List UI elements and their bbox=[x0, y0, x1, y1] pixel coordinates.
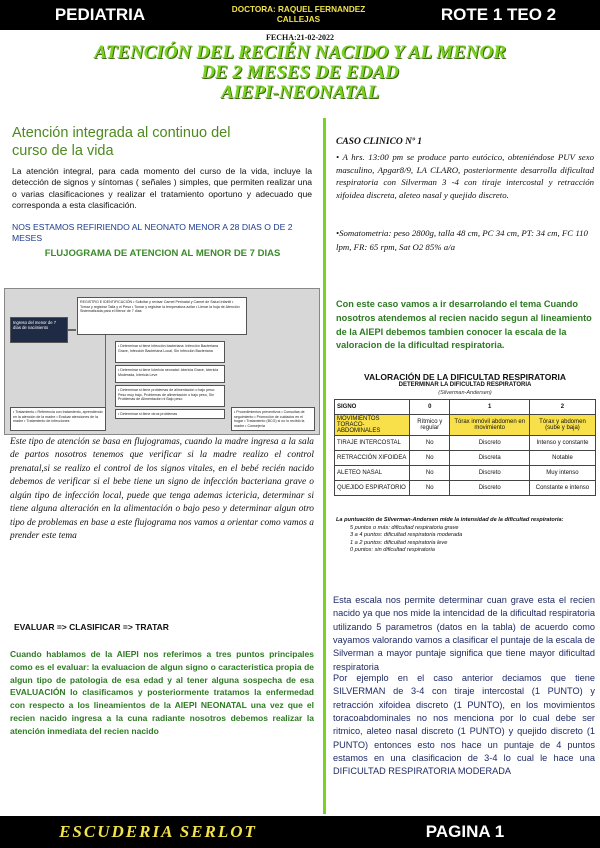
flow-connector bbox=[105, 335, 106, 417]
left-para2: Cuando hablamos de la AIEPI nos referimos a tres puntos principales como es el evaluar: la evaluacion de algun signo o caracteristica propia de algun tipo de patologia de esa edad y al tener alguna sospecha de esa EVALUACIÓN lo clasificamos y posteriormente tratamos la enfermedad con respecto a los lineamientos de la AIEPI NEONATAL una vez que el recien nacido ingresa a la cuna radiante nosotros debemos realizar la atención inmediata del recien nacido bbox=[10, 649, 314, 736]
table-cell: Notable bbox=[529, 451, 595, 466]
silverman-note-title: La puntuación de Silverman-Andersen mide la intensidad de la dificultad respiratoria: bbox=[336, 517, 564, 523]
th-signo: SIGNO bbox=[335, 400, 410, 415]
silverman-subtitle: DETERMINAR LA DIFICULTAD RESPIRATORIA bbox=[398, 382, 532, 388]
silverman-subtitle2: (Silverman-Andersen) bbox=[438, 390, 492, 396]
silverman-note-item: 3 a 4 puntos: dificultad respiratoria moderada bbox=[350, 532, 463, 539]
left-heading-line2: curso de la vida bbox=[12, 143, 114, 160]
flow-box-2: • Determinar si tiene infección bacteriana: Infección Bacteriana Grave, Infección Bacteriana Local, Sin Infección Bacteriana bbox=[115, 341, 225, 363]
table-cell: QUEJIDO ESPIRATORIO bbox=[335, 481, 410, 496]
table-cell: RETRACCIÓN XIFOIDEA bbox=[335, 451, 410, 466]
flow-box-right: • Procedimientos preventivos • Consultas de seguimiento • Promoción de cuidados en el hogar • Tratamiento (BCG) si no lo recibió la madre • Consejería bbox=[231, 407, 315, 431]
flow-arrow bbox=[68, 329, 76, 331]
evaluar-line: EVALUAR => CLASIFICAR => TRATAR bbox=[14, 622, 169, 632]
footer-page: PAGINA 1 bbox=[425, 822, 505, 841]
table-cell: Muy intenso bbox=[529, 466, 595, 481]
flow-box-4: • Determinar si tiene problemas de alimentación o bajo peso: Peso muy bajo, Problemas de alimentación o bajo peso, Sin Problemas de Alimentación ni Bajo peso bbox=[115, 385, 225, 407]
silverman-note-item: 0 puntos: sin dificultad respiratoria bbox=[350, 547, 435, 554]
th-0: 0 bbox=[410, 400, 450, 415]
table-row bbox=[335, 451, 596, 466]
flowchart bbox=[4, 288, 320, 435]
th-2: 2 bbox=[529, 400, 595, 415]
table-header-row bbox=[335, 400, 596, 415]
table-cell: No bbox=[410, 466, 450, 481]
table-cell: MOVIMIENTOS TORACO-ABDOMINALES bbox=[335, 415, 410, 436]
table-cell: Constante e intenso bbox=[529, 481, 595, 496]
somatometria: •Somatometria: peso 2800g, talla 48 cm, PC 34 cm, PT: 34 cm, FC 110 lpm, FR: 65 rpm, Sat O2 85% a/a bbox=[336, 228, 588, 253]
table-cell: No bbox=[410, 451, 450, 466]
left-para1: Este tipo de atención se basa en flujogramas, cuando la madre ingresa a la sala de partos nosotros tenemos que verificar si la madre realizo el control prenatal,si se realizo el control de los signos vitales, en el bebé recién nacido debemos de verificar si el bebe tiene un signo de infección bacteriana grave o algún tipo de infección local, puede que tenga ademas ictericia, determinar si tiene alguna alteración en la alimentación o bajo peso y determinar algun otro tipo de problemas en base a este flujograma nos vamos a orientar como vamos a prender este tema bbox=[10, 437, 314, 542]
silverman-note bbox=[336, 517, 594, 555]
flow-title: FLUJOGRAMA DE ATENCION AL MENOR DE 7 DIAS bbox=[44, 248, 281, 259]
silverman-note-item: 1 a 2 puntos: dificultad respiratoria leve bbox=[350, 539, 448, 546]
flow-box-left: • Tratamiento • Referencia con tratamiento, aprendiendo en la atención de la madre • Evaluar atenciones de la madre • Tratamiento de infecciones bbox=[10, 407, 106, 431]
title-line2: DE 2 MESES DE EDAD bbox=[201, 61, 399, 83]
silverman-table bbox=[334, 399, 596, 496]
title-line3: AIEPI-NEONATAL bbox=[220, 81, 380, 103]
silverman-title: VALORACIÓN DE LA DIFICULTAD RESPIRATORIA bbox=[364, 372, 566, 382]
header-doctor-line2: CALLEJAS bbox=[276, 15, 321, 24]
header-doctor-line1: DOCTORA: RAQUEL FERNANDEZ bbox=[231, 4, 366, 14]
table-cell: Discreto bbox=[450, 481, 529, 496]
table-row bbox=[335, 466, 596, 481]
right-para4: Por ejemplo en el caso anterior deciamos que tiene SILVERMAN de 3-4 con tiraje intercostal (1 PUNTO) y retracción xifoidea discreto (1 PUNTO), en los movimientos toracoabdominales no nos menciona por lo cual debe ser ritmico, aleteo nasal discreto (1 PUNTO) y quejido discreto (1 PUNTO) entonces esto nos hace un puntaje de 4 puntos estamos en una clasificacion de 3-4 lo cual le hace una DIFICULTAD RESPIRATORIA MODERADA bbox=[333, 673, 595, 777]
fecha: FECHA:21-02-2022 bbox=[266, 33, 334, 42]
title-line1: ATENCIÓN DEL RECIÉN NACIDO Y AL MENOR bbox=[94, 42, 506, 63]
header-left: PEDIATRIA bbox=[0, 0, 200, 30]
table-cell: ALETEO NASAL bbox=[335, 466, 410, 481]
table-cell: Rítmico y regular bbox=[410, 415, 450, 436]
caso-title: CASO CLINICO Nº 1 bbox=[336, 137, 422, 147]
right-para-green: Con este caso vamos a ir desarrolando el tema Cuando nosotros atendemos al recien nacido segun al lineamiento de la AIEPI debemos tambien conocer la escala de la valoracion de la dificultad respiratoria. bbox=[336, 299, 592, 351]
table-row bbox=[335, 481, 596, 496]
table-cell: No bbox=[410, 481, 450, 496]
caso-text: • A hrs. 13:00 pm se produce parto eutócico, obteniéndose PUV sexo masculino, Apgar8/9, LA CLARO, posteriormente desarrolla dificultad respiratoria con Silverman 3 -4 con tiraje intercostal y retracción xifoidea discreta, aleteo nasal y quejido discreto. bbox=[336, 152, 594, 200]
right-para3: Esta escala nos permite determinar cuan grave esta el recien nacido ya que nos mide la intencidad de la dificultad respiratoria utilizando 5 parametros (datos en la tabla) de acuerdo como vayamos valorando vamos a clasificar el puntaje de la escala de Silverman a mayor puntaje significa que tiene mayor dificultad respiratoria bbox=[333, 595, 595, 672]
left-heading-line1: Atención integrada al continuo del bbox=[12, 125, 231, 141]
table-row bbox=[335, 436, 596, 451]
left-heading bbox=[12, 124, 312, 160]
page-title bbox=[0, 43, 600, 103]
header-right: ROTE 1 TEO 2 bbox=[397, 0, 600, 30]
flow-box-3: • Determinar si tiene Ictericia neonatal: Ictericia Grave, Ictericia Moderada, Ictericia Leve bbox=[115, 365, 225, 383]
table-cell: Discreto bbox=[450, 466, 529, 481]
left-intro: La atención integral, para cada momento del curso de la vida, incluye la detección de signos y síntomas ( señales ) simples, que permiten realizar una o varias clasificaciones y realizar el tratamiento oportuno y adecuado que corresponda a esta clasificación. bbox=[12, 166, 312, 211]
flow-box-1: REGISTRO E IDENTIFICACIÓN • Solicitar y revisar Carnet Perinatal y Carnet de Salud Infantil • Tomar y registrar Talla y el Peso • Tomar y registrar la temperatura axilar • Llenar la hoja de Atención Sistematizada para el Menor de 7 días bbox=[77, 297, 247, 335]
header-doctor bbox=[200, 0, 397, 30]
flow-side-box: Ingreso del menor de 7 días de nacimiento bbox=[10, 317, 68, 343]
table-cell: Discreta bbox=[450, 451, 529, 466]
footer-brand: ESCUDERIA SERLOT bbox=[59, 822, 257, 841]
table-cell: TIRAJE INTERCOSTAL bbox=[335, 436, 410, 451]
silverman-note-item: 5 puntos o más: dificultad respiratoria grave bbox=[350, 524, 459, 531]
table-cell: Discreto bbox=[450, 436, 529, 451]
table-cell: No bbox=[410, 436, 450, 451]
table-row bbox=[335, 415, 596, 436]
left-blue-note: NOS ESTAMOS REFIRIENDO AL NEONATO MENOR A 28 DIAS O DE 2 MESES bbox=[12, 222, 293, 244]
flow-box-5: • Determinar si tiene otros problemas bbox=[115, 409, 225, 419]
table-cell: Tórax inmóvil abdomen en movimiento bbox=[450, 415, 529, 436]
table-cell: Tórax y abdomen (sube y baja) bbox=[529, 415, 595, 436]
table-cell: Intenso y constante bbox=[529, 436, 595, 451]
column-divider bbox=[323, 118, 326, 814]
th-1: 1 bbox=[450, 400, 529, 415]
